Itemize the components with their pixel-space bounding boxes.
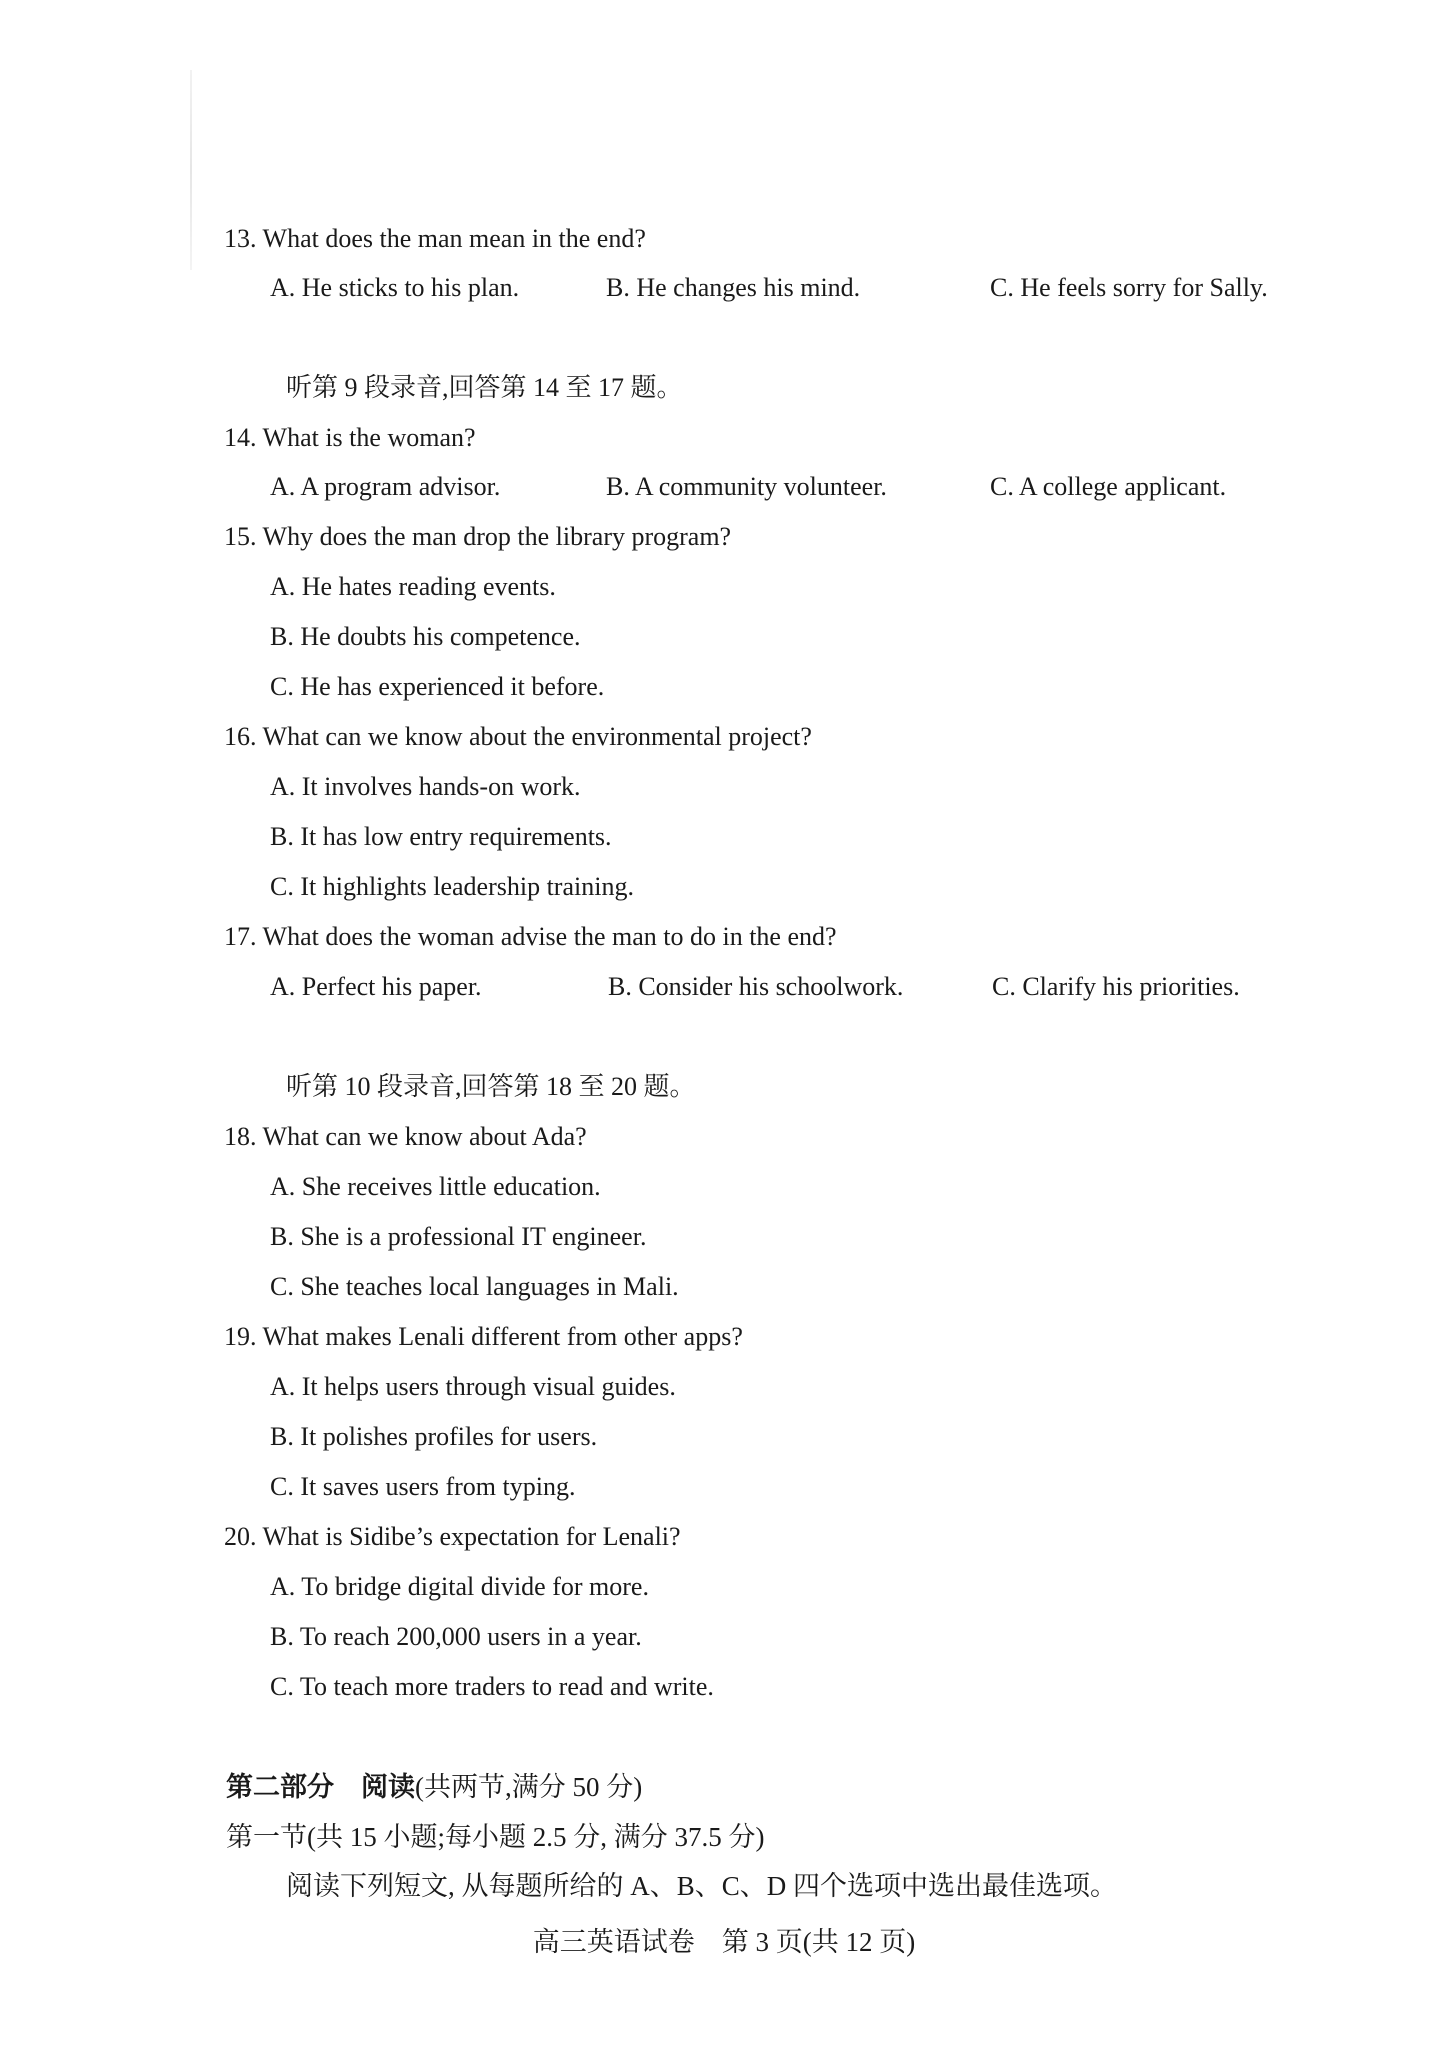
q19-option-c: C. It saves users from typing. — [270, 1472, 576, 1501]
q13-option-b: B. He changes his mind. — [606, 273, 861, 302]
q14-option-c: C. A college applicant. — [990, 472, 1227, 501]
q19-option-a: A. It helps users through visual guides. — [270, 1372, 676, 1401]
q14-option-b: B. A community volunteer. — [606, 472, 887, 501]
q17-option-b: B. Consider his schoolwork. — [608, 972, 904, 1001]
part-2-title: 阅读 — [361, 1772, 415, 1802]
question-18: 18. What can we know about Ada? — [224, 1122, 587, 1151]
question-15: 15. Why does the man drop the library program? — [224, 522, 732, 551]
q18-option-b: B. She is a professional IT engineer. — [270, 1222, 647, 1251]
question-17: 17. What does the woman advise the man to do in the end? — [224, 922, 837, 951]
question-14: 14. What is the woman? — [224, 423, 476, 452]
q16-option-c: C. It highlights leadership training. — [270, 872, 634, 901]
scan-artifact — [190, 70, 192, 270]
section-10-instruction: 听第 10 段录音,回答第 18 至 20 题。 — [286, 1072, 696, 1101]
part-2-label: 第二部分 — [226, 1772, 334, 1802]
q13-option-a: A. He sticks to his plan. — [270, 273, 520, 302]
q16-option-b: B. It has low entry requirements. — [270, 822, 612, 851]
page-footer: 高三英语试卷 第 3 页(共 12 页) — [532, 1927, 916, 1957]
q20-option-b: B. To reach 200,000 users in a year. — [270, 1622, 642, 1651]
q15-option-a: A. He hates reading events. — [270, 572, 556, 601]
q13-option-c: C. He feels sorry for Sally. — [990, 273, 1268, 302]
question-13: 13. What does the man mean in the end? — [224, 224, 646, 253]
part-2-section-1-instruction: 阅读下列短文, 从每题所给的 A、B、C、D 四个选项中选出最佳选项。 — [286, 1871, 1118, 1901]
q15-option-b: B. He doubts his competence. — [270, 622, 581, 651]
q18-option-a: A. She receives little education. — [270, 1172, 601, 1201]
part-2-section-1-title: 第一节(共 15 小题;每小题 2.5 分, 满分 37.5 分) — [226, 1822, 765, 1852]
question-19: 19. What makes Lenali different from other apps? — [224, 1322, 743, 1351]
q20-option-a: A. To bridge digital divide for more. — [270, 1572, 649, 1601]
section-9-instruction: 听第 9 段录音,回答第 14 至 17 题。 — [286, 373, 683, 402]
q17-option-a: A. Perfect his paper. — [270, 972, 482, 1001]
q15-option-c: C. He has experienced it before. — [270, 672, 605, 701]
question-20: 20. What is Sidibe’s expectation for Lenali? — [224, 1522, 681, 1551]
part-2-detail: (共两节,满分 50 分) — [415, 1772, 643, 1802]
q19-option-b: B. It polishes profiles for users. — [270, 1422, 598, 1451]
part-2-heading — [226, 1769, 642, 1805]
q18-option-c: C. She teaches local languages in Mali. — [270, 1272, 679, 1301]
q20-option-c: C. To teach more traders to read and write. — [270, 1672, 714, 1701]
q16-option-a: A. It involves hands-on work. — [270, 772, 581, 801]
question-16: 16. What can we know about the environmental project? — [224, 722, 812, 751]
q17-option-c: C. Clarify his priorities. — [992, 972, 1240, 1001]
q14-option-a: A. A program advisor. — [270, 472, 501, 501]
